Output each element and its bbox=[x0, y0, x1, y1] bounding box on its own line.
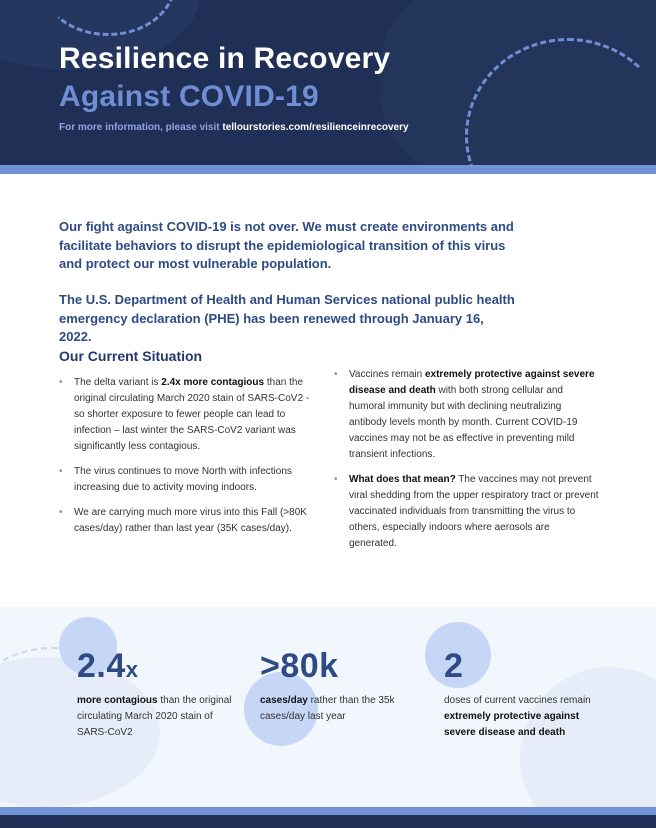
stat-number: 2.4x bbox=[77, 647, 139, 685]
stat-caption: doses of current vaccines remain extremely protective against severe disease and death bbox=[444, 695, 591, 738]
situation-bullet: • The virus continues to move North with infections increasing due to activity moving indoors. bbox=[59, 466, 292, 493]
bullet-dot: • bbox=[59, 466, 63, 477]
stat-caption: more contagious than the original circulating March 2020 stain of SARS-CoV2 bbox=[77, 695, 232, 738]
stat-number: 2 bbox=[444, 647, 464, 685]
bullet-dot: • bbox=[334, 474, 338, 485]
bullet-dot: • bbox=[59, 377, 63, 388]
intro-paragraph-2: The U.S. Department of Health and Human Services national public health emergency declaration (PHE) has been renewed through January 16, 2022. bbox=[59, 292, 515, 344]
bullet-dot: • bbox=[334, 369, 338, 380]
info-line bbox=[59, 122, 409, 133]
footer-bar bbox=[0, 815, 656, 828]
page-subtitle: Against COVID-19 bbox=[59, 80, 319, 113]
bullet-dot: • bbox=[59, 507, 63, 518]
stat-number: >80k bbox=[260, 647, 339, 685]
stat-caption: cases/day rather than the 35k cases/day last year bbox=[260, 695, 395, 722]
situation-left-column bbox=[59, 375, 319, 546]
section-title: Our Current Situation bbox=[59, 348, 203, 364]
situation-bullet: • Vaccines remain extremely protective against severe disease and death with both strong cellular and humoral immunity but with declining neutralizing antibody levels month by month. Current COVID-19 vaccines may not be as effective in preventing mild transient infections. bbox=[334, 369, 595, 460]
intro-paragraph-1: Our fight against COVID-19 is not over. We must create environments and facilitate behaviors to disrupt the epidemiological transition of this virus and protect our most vulnerable population. bbox=[59, 219, 514, 271]
situation-bullet: • What does that mean? The vaccines may not prevent viral shedding from the upper respiratory tract or prevent vaccinated individuals from transmitting the virus to others, especially indoors where aerosols are generated. bbox=[334, 474, 599, 549]
stats-panel bbox=[0, 607, 656, 807]
footer-stripe bbox=[0, 807, 656, 815]
header-stripe bbox=[0, 165, 656, 174]
info-link[interactable]: tellourstories.com/resilienceinrecovery bbox=[222, 122, 409, 133]
situation-right-column bbox=[334, 367, 599, 561]
situation-bullet: • We are carrying much more virus into this Fall (>80K cases/day) rather than last year (35K cases/day). bbox=[59, 507, 307, 534]
header-banner bbox=[0, 0, 656, 165]
situation-bullet: • The delta variant is 2.4x more contagious than the original circulating March 2020 stain of SARS-CoV2 - so shorter exposure to fewer people can lead to infection – last winter the SARS-CoV2 variant was significantly less contagious. bbox=[59, 377, 310, 452]
info-prefix: For more information, please visit bbox=[59, 122, 223, 133]
page-title: Resilience in Recovery bbox=[59, 42, 391, 75]
